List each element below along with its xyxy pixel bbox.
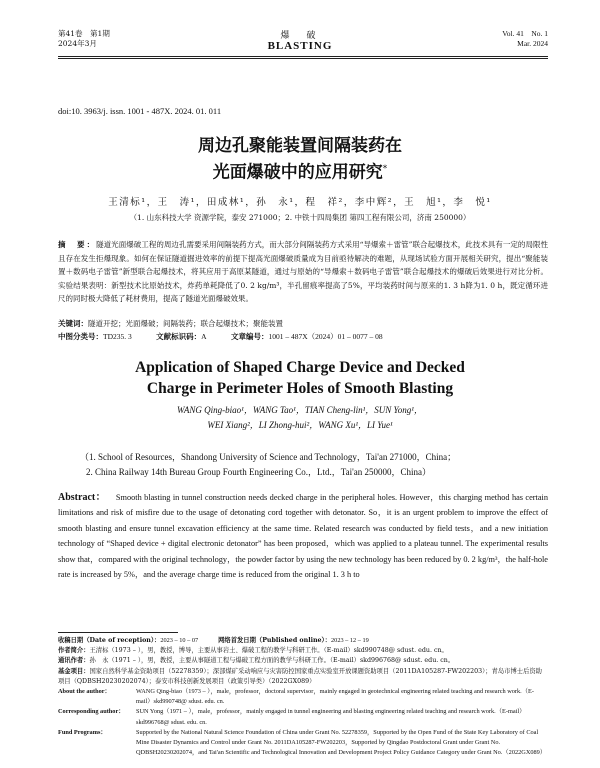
corr-en-text: SUN Yong（1971 – ），male，professor，mainly engaged in tunnel engineering and blasting engineering related teaching and research work.（E-mail）skd996768@ sdust. edu. cn.	[136, 708, 526, 726]
affiliation-en-line-1: （1. School of Resources，Shandong University of Science and Technology，Tai'an 271000，China；	[80, 452, 457, 462]
fund-cn-label: 基金项目：	[58, 667, 90, 675]
clc-number	[58, 331, 132, 342]
received-date	[58, 636, 198, 646]
doc-code	[156, 331, 206, 342]
header-left-date: 2024年3月	[58, 39, 97, 48]
keywords-cn-label: 关键词：	[58, 319, 88, 328]
title-en-line-1: Application of Shaped Charge Device and Decked	[135, 359, 465, 376]
published-label: 网络首发日期（Published online）：	[218, 637, 332, 644]
article-number	[231, 332, 383, 341]
author-cn-label: 作者简介：	[58, 647, 90, 655]
header-rule-top	[58, 56, 548, 57]
corr-cn-text: 孙 永（1971 – ），男，教授，主要从事隧道工程与爆破工程方面的教学与科研工作。（E-mail）skd996768@ sdust. edu. cn。	[89, 657, 455, 665]
abstract-en	[58, 490, 548, 582]
doc-code-label: 文献标识码：	[156, 332, 202, 341]
authors-en-line-1: WANG Qing-biao¹，WANG Tao¹，TIAN Cheng-lin¹，SUN Yong¹，	[177, 405, 423, 415]
footnote-rule	[58, 632, 178, 633]
authors-en-line-2: WEI Xiang²，LI Zhong-hui²，WANG Xu¹，LI Yue¹	[207, 420, 393, 430]
article-no-label: 文章编号：	[230, 332, 269, 341]
title-en-line-2: Charge in Perimeter Holes of Smooth Blasting	[146, 380, 454, 397]
doi: doi:10. 3963/j. issn. 1001 - 487X. 2024. 01. 011	[58, 106, 222, 116]
abstract-en-label: Abstract：	[58, 492, 106, 503]
corr-en-label: Corresponding author：	[58, 708, 125, 716]
header-left-vol: 第41卷 第1期	[58, 29, 110, 38]
header-right-date: Mar. 2024	[517, 39, 548, 48]
doc-code-value: A	[201, 332, 207, 341]
header-volume-en	[440, 29, 548, 49]
fund-cn-text: 国家自然科学基金资助项目（52278359）；深部煤矿采动响应与灾害防控国家重点实验室开放课题资助项目（2011DA105287-FW202203）；青岛市博士后资助项目（QDBSH20230202074）；泰安市科技创新发展项目（政策引导类）（2022GX089）	[58, 667, 542, 685]
footnote-fund-cn	[58, 667, 548, 687]
clc-label: 中图分类号：	[58, 332, 103, 341]
published-value: 2023 – 12 – 19	[331, 637, 369, 644]
affiliation-cn: （1. 山东科技大学 资源学院，泰安 271000；2. 中铁十四局集团 第四工程有限公司，济南 250000）	[129, 213, 471, 222]
journal-title-cn: 爆 破	[280, 31, 320, 41]
abstract-cn	[58, 238, 548, 306]
abstract-cn-label: 摘 要：	[58, 240, 97, 249]
header-rule-bottom	[58, 58, 548, 59]
fund-en-label: Fund Programs：	[58, 728, 107, 736]
received-value: 2023 – 10 – 07	[160, 637, 199, 644]
fund-en-text: Supported by the National Natural Science Foundation of China under Grant No. 52278359，Supported by the Open Fund of the State Key Laboratory of Coal Mine Disaster Dynamics and Control under Grant No. 2011DA105287-FW202203，Supported by Qingdao Postdoctoral Grant under Grant No. QDBSH20230202074，and Tai'an Scientific and Technological Innovation and Development Project Policy Guidance Category under Grant No.（2022GX089）	[136, 728, 547, 757]
corr-cn-label: 通讯作者：	[58, 657, 90, 665]
authors-cn: 王清标¹，王 涛¹，田成林¹，孙 永¹，程 祥²，李中辉²，王 旭¹，李 悦¹	[108, 197, 492, 208]
affiliation-en-line-2: 2. China Railway 14th Bureau Group Fourth Engineering Co.，Ltd.，Tai'an 250000，China）	[86, 467, 431, 477]
abstract-cn-text: 隧道光面爆破工程的周边孔需要采用间隔装药方式，而大部分间隔装药方式采用“导爆索＋雷管”联合起爆技术，此技术具有一定的局限性且存在发生拒爆现象。如何在保证隧道掘进效率的前提下提高光面爆破质量成为目前亟待解决的难题，从现场试验方面开展相关研究，提出“聚能装置＋数码电子雷管”新型联合起爆技术，将其应用于高原某隧道，通过与原始的“导爆索＋数码电子雷管”联合起爆技术的爆破后效果进行对比分析。实验结果表明：新型技术比原始技术，炸药单耗降低了0. 2 kg/m³，半孔留痕率提高了5%，平均装药时间与原来的1. 3 h降为1. 0 h，既定循环进尺的同时极大降低了耗材费用，提高了隧道光面爆破效果。	[58, 240, 549, 303]
header-right-vol: Vol. 41 No. 1	[502, 29, 548, 38]
affiliation-en	[80, 450, 550, 480]
keywords-cn	[58, 318, 548, 329]
journal-title-en: BLASTING	[267, 40, 333, 52]
footnote-dates	[58, 636, 548, 646]
title-footnote-mark: *	[382, 164, 388, 174]
footnote-corr-cn	[58, 656, 548, 666]
abstract-en-text: Smooth blasting in tunnel construction needs decked charge in the peripheral holes. However，this charging method has certain limitations and risk of misfire due to the usage of detonating cord together with detonator. So，it is an urgent problem to improve the effect of smooth blasting and ensure tunnel excavation efficiency at the same time. Related research was conducted by field tests，and a new initiation technology of “Shaped device + digital electronic detonator” has been proposed，which was applied to a plateau tunnel. The experimental results show that，compared with the original technology，the powder factor by using the new technology has been reduced by 0. 2 kg/m³，the half-hole rate is increased by 5%，and the average charge time is reduced from the original 1. 3 h to	[58, 493, 548, 580]
footnotes	[58, 636, 548, 758]
published-date	[218, 636, 369, 646]
footnote-fund-en	[58, 728, 548, 759]
received-label: 收稿日期（Date of reception）：	[58, 637, 161, 644]
article-no-value: 1001 – 487X（2024）01 – 0077 – 08	[268, 332, 383, 341]
title-cn-line-2-text: 光面爆破中的应用研究	[212, 162, 383, 183]
author-cn-text: 王清标（1973 – ），男，教授，博导，主要从事岩土、爆破工程的教学与科研工作。（E-mail）skd990748@ sdust. edu. cn。	[89, 647, 448, 655]
title-cn-line-1: 周边孔聚能装置间隔装药在	[198, 136, 402, 156]
footnote-about-en	[58, 687, 548, 707]
footnote-corr-en	[58, 707, 548, 727]
about-en-text: WANG Qing-biao（1973 – ），male，professor，doctoral supervisor，mainly engaged in geotechnical engineering related teaching and research work.（E-mail）skd990748@ sdust. edu. cn.	[136, 688, 534, 706]
clc-value: TD235. 3	[103, 332, 132, 341]
title-cn-line-2	[0, 158, 600, 184]
classification-row	[58, 331, 548, 342]
footnote-author-cn	[58, 646, 548, 656]
authors-en	[60, 403, 540, 433]
keywords-cn-text: 隧道开挖；光面爆破；间隔装药；联合起爆技术；聚能装置	[88, 319, 283, 328]
about-en-label: About the author：	[58, 688, 111, 696]
